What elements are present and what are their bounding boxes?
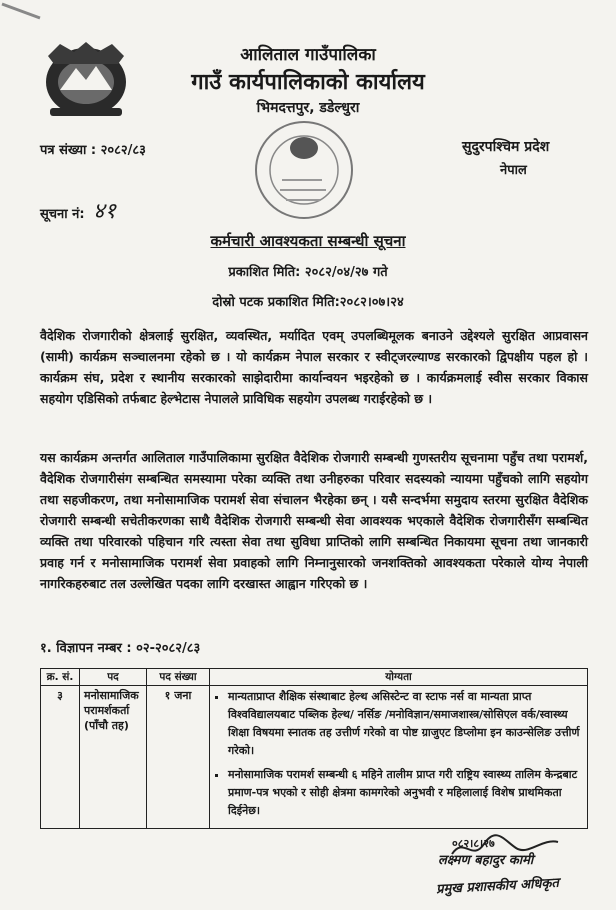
signature-date: ०८२।८।२७ — [452, 837, 495, 850]
post-line-2: परामर्शकर्ता — [84, 704, 130, 717]
cell-post — [80, 686, 147, 829]
country-name: नेपाल — [500, 163, 527, 178]
office-address: भिमदत्तपुर, डडेल्धुरा — [256, 100, 360, 116]
qualification-item: ▪ मनोसामाजिक परामर्श सम्बन्धी ६ महिने तालीम प्राप्त गरी राष्ट्रिय स्वास्थ्य तालिम केन्द्रबाट प्रमाण-पत्र भएको र सोही क्षेत्रमा कामगरेको अनुभवी र महिलालाई विशेष प्राथमिकता दिईनेछ। — [228, 766, 583, 820]
office-title: गाउँ कार्यपालिकाको कार्यालय — [191, 70, 425, 95]
municipality-name: आलिताल गाउँपालिका — [240, 45, 376, 65]
notice-title-text: कर्मचारी आवश्यकता सम्बन्धी सूचना — [210, 232, 406, 250]
post-line-3: (पाँचौ तह) — [84, 719, 129, 732]
table-row — [41, 686, 588, 829]
notice-number-value: ४१ — [93, 199, 116, 224]
published-date: प्रकाशित मिति: २०८२/०४/२७ गते — [228, 265, 388, 280]
advertisement-number: १. विज्ञापन नम्बर : ०२-२०८२/८३ — [40, 641, 201, 656]
notice-title — [0, 231, 616, 251]
col-post-header: पद — [80, 669, 147, 686]
province-name: सुदुरपश्चिम प्रदेश — [462, 139, 550, 155]
cell-serial: ३ — [41, 686, 80, 829]
notice-number — [40, 195, 116, 225]
job-table — [40, 668, 588, 829]
office-stamp-icon — [252, 118, 356, 222]
signatory-name: लक्ष्मण बहादुर कामी — [438, 853, 534, 868]
col-count-header: पद संख्या — [147, 669, 210, 686]
second-published-date: दोस्रो पटक प्रकाशित मिति:२०८२।०७।२४ — [212, 295, 404, 310]
pen-mark-decoration — [0, 0, 46, 24]
body-paragraph-2: यस कार्यक्रम अन्तर्गत आलिताल गाउँपालिकामा सुरक्षित वैदेशिक रोजगारी सम्बन्धी गुणस्तरीय सूचनामा पहुँच तथा परामर्श, वैदेशिक रोजगारीसंग सम्बन्धित समस्यामा परेका व्यक्ति तथा उनीहरुका परिवार सदस्यको न्यायमा पहुँचको लागि सहयोग तथा सहजीकरण, तथा मनोसामाजिक परामर्श सेवा संचालन भैरहेका छन् । यसै सन्दर्भमा समुदाय स्तरमा सुरक्षित वैदेशिक रोजगारी सम्बन्धी सचेतीकरणका साथै वैदेशिक रोजगारी सम्बन्धी सेवा आवश्यक भएकाले वैदेशिक रोजगारीसँग सम्बन्धित व्यक्ति तथा परिवारको पहिचान गरि त्यस्ता सेवा तथा सुविधा प्राप्तिको लागि सम्बन्धित निकायमा सूचना तथा जानकारी प्रवाह गर्न र मनोसामाजिक परामर्श सेवा प्रवाहको लागि निम्नानुसारको जनशक्तिको आवश्यकता परेकाले योग्य नेपाली नागरिकहरुबाट तल उल्लेखित पदका लागि दरखास्त आह्वान गरिएको छ । — [40, 450, 588, 591]
cell-qualification — [210, 686, 588, 829]
body-paragraph-1: वैदेशिक रोजगारीको क्षेत्रलाई सुरक्षित, व्यवस्थित, मर्यादित एवम् उपलब्धिमूलक बनाउने उद्देश्यले सुरक्षित आप्रवासन (सामी) कार्यक्रम सञ्चालनमा रहेको छ । यो कार्यक्रम नेपाल सरकार र स्वीट्जरल्याण्ड सरकारको द्विपक्षीय पहल हो । कार्यक्रम संघ, प्रदेश र स्थानीय सरकारको साझेदारीमा कार्यान्वयन भइरहेको छ । कार्यक्रमलाई स्वीस सरकार विकास सहयोग एडिसिको तर्फबाट हेल्भेटास नेपालले प्राविधिक सहयोग उपलब्ध गराईरहेको छ । — [40, 328, 588, 406]
qualification-item: ▪ मान्यताप्राप्त शैक्षिक संस्थाबाट हेल्थ असिस्टेन्ट वा स्टाफ नर्स वा मान्यता प्राप्त विश्वविद्यालयबाट पब्लिक हेल्थ/ नर्सिङ /मनोविज्ञान/समाजशास्त्र/सोसिएल वर्क/स्वास्थ्य शिक्षा विषयमा स्नातक तह उत्तीर्ण गरेको वा पोष्ट ग्राजुएट डिप्लोमा इन काउन्सेलिङ उत्तीर्ण गरेको। — [228, 688, 583, 760]
signatory-title: प्रमुख प्रशासकीय अधिकृत — [435, 875, 560, 898]
col-serial-header: क्र. सं. — [41, 669, 80, 686]
post-line-1: मनोसामाजिक — [84, 689, 139, 702]
notice-number-label: सूचना नं: — [40, 207, 85, 222]
table-header-row — [41, 669, 588, 686]
qualification-list — [214, 688, 583, 820]
cell-count: १ जना — [147, 686, 210, 829]
col-qualification-header: योग्यता — [210, 669, 588, 686]
letter-number: पत्र संख्या : २०८२/८३ — [40, 143, 146, 158]
